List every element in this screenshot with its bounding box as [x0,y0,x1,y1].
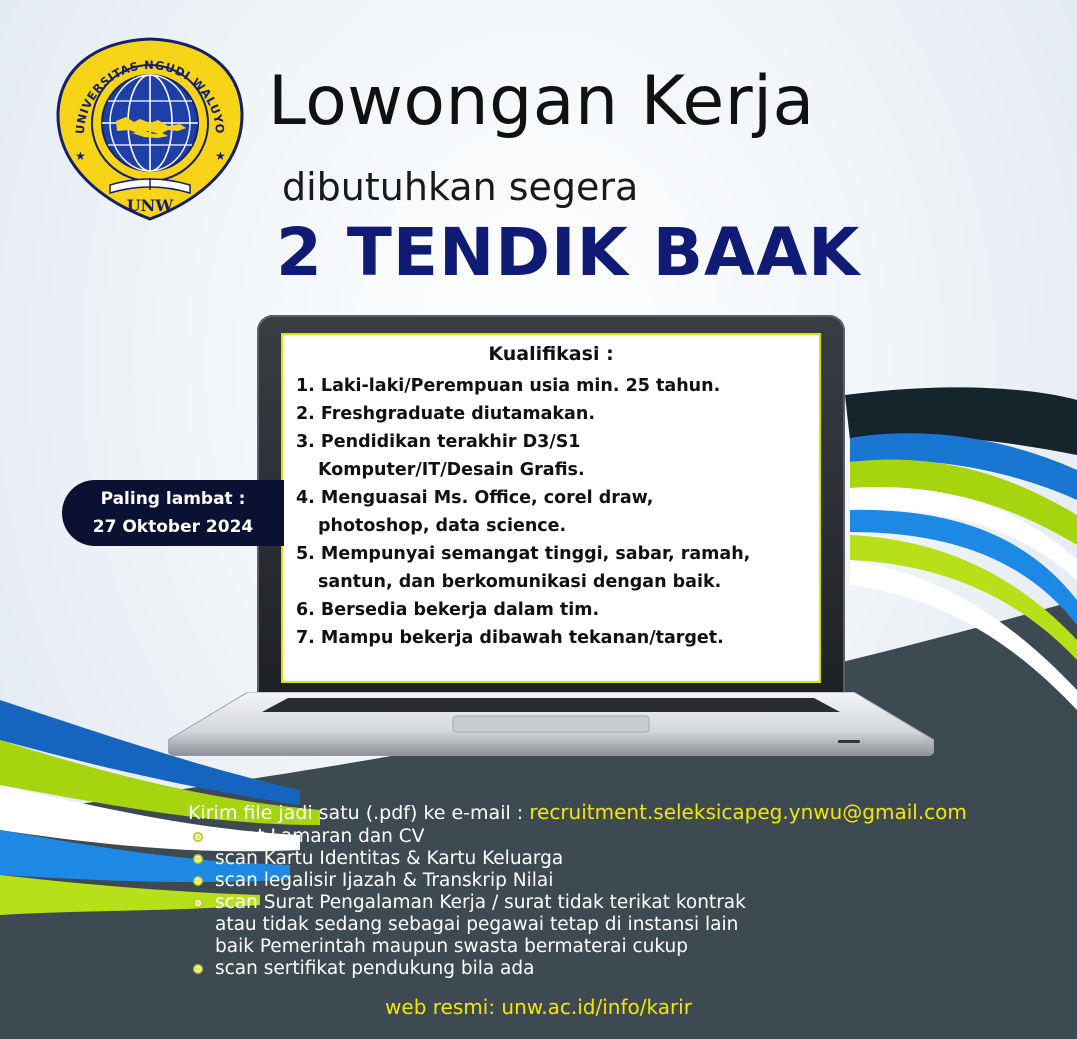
requirement-continuation: baik Pemerintah maupun swasta bermaterai cukup [215,936,689,957]
bullet-icon [193,964,203,974]
email-line [188,799,1068,826]
logo-arc-text [50,35,250,225]
logo-bottom-text: UNW [126,196,174,215]
requirement-continuation: atau tidak sedang sebagai pegawai tetap di instansi lain [215,914,739,935]
list-item: 7. Mampu bekerja dibawah tekanan/target. [296,628,724,648]
university-logo [50,35,250,225]
svg-text:★: ★ [75,149,86,163]
submission-info [188,799,1068,980]
qualifications-list [296,372,816,652]
requirement-item: scan Surat Pengalaman Kerja / surat tidak terikat kontrak [188,892,1068,914]
list-item: 3. Pendidikan terakhir D3/S1 [296,432,581,452]
bullet-icon [193,898,203,908]
deadline-badge [62,480,284,546]
bullet-icon [193,832,203,842]
list-item: 1. Laki-laki/Perempuan usia min. 25 tahun. [296,376,721,396]
page-title: Lowongan Kerja [268,62,815,141]
list-item-continuation: santun, dan berkomunikasi dengan baik. [318,572,722,592]
list-item: 4. Menguasai Ms. Office, corel draw, [296,488,654,508]
svg-text:UNIVERSITAS NGUDI WALUYO [73,58,227,135]
email-address[interactable]: recruitment.seleksicapeg.ynwu@gmail.com [529,800,967,824]
list-item: 2. Freshgraduate diutamakan. [296,404,595,424]
list-item: 6. Bersedia bekerja dalam tim. [296,600,600,620]
qualifications-title: Kualifikasi : [488,343,614,365]
laptop-keyboard-icon [168,692,934,756]
list-item-continuation: photoshop, data science. [318,516,567,536]
requirement-item: scan Kartu Identitas & Kartu Keluarga [188,848,1068,870]
svg-text:★: ★ [215,149,226,163]
subtitle: dibutuhkan segera [282,165,639,209]
bullet-icon [193,876,203,886]
bullet-icon [193,854,203,864]
deadline-label: Paling lambat : [100,489,246,509]
list-item: 5. Mempunyai semangat tinggi, sabar, ramah, [296,544,751,564]
laptop-base [168,692,934,756]
website-link[interactable]: web resmi: unw.ac.id/info/karir [385,995,692,1019]
requirement-item: Surat Lamaran dan CV [188,826,1068,848]
logo-top-text: UNIVERSITAS NGUDI WALUYO [72,57,228,135]
requirement-item: scan sertifikat pendukung bila ada [188,958,1068,980]
position-title: 2 TENDIK BAAK [276,214,861,291]
email-intro: Kirim file jadi satu (.pdf) ke e-mail : [188,802,530,824]
deadline-date: 27 Oktober 2024 [92,517,254,537]
list-item-continuation: Komputer/IT/Desain Grafis. [318,460,585,480]
requirement-item: scan legalisir Ijazah & Transkrip Nilai [188,870,1068,892]
